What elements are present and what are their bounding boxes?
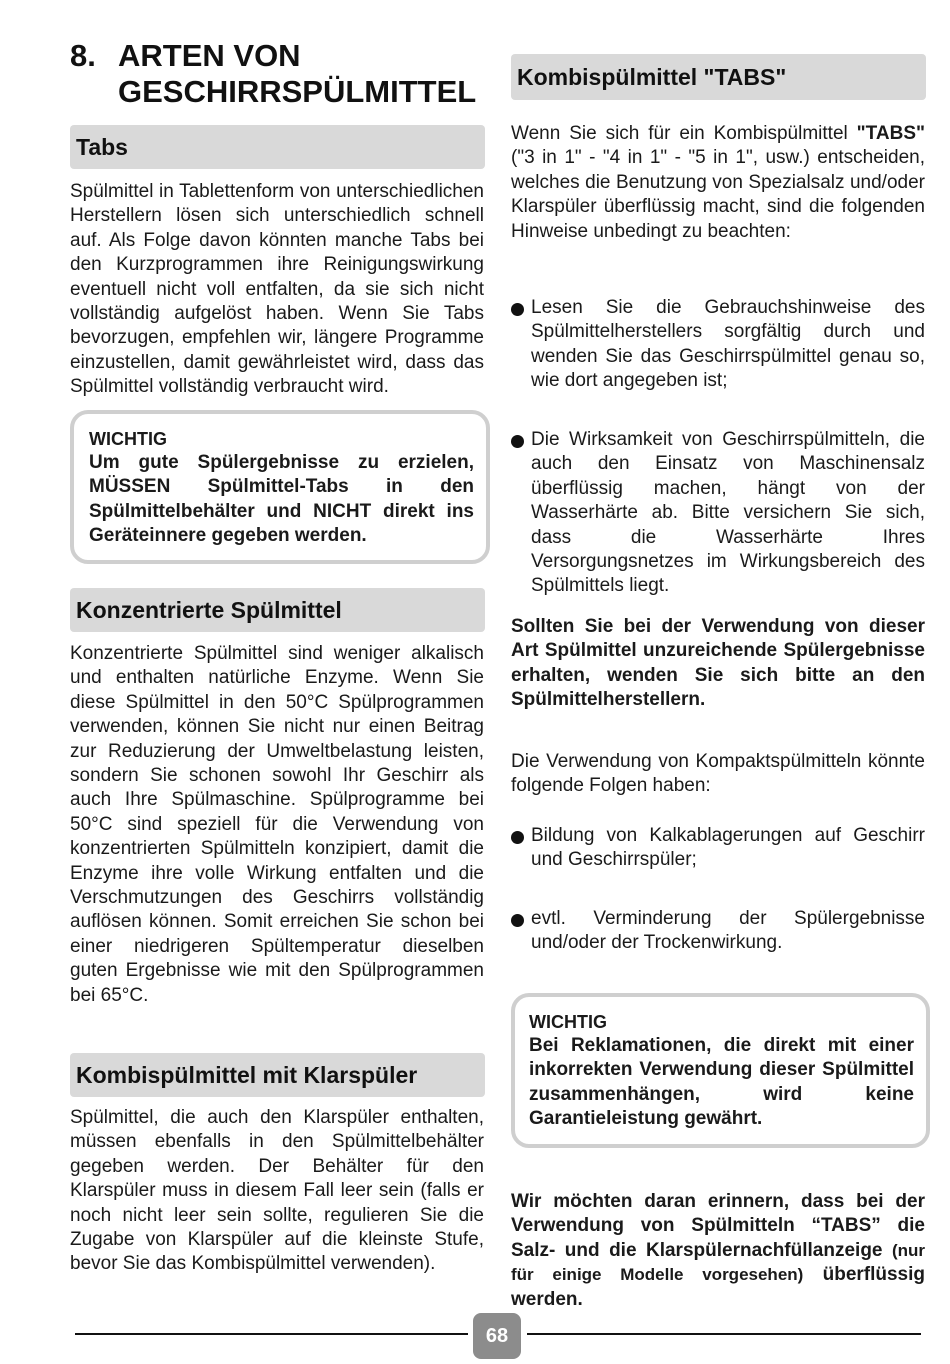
footer-rule-right: [527, 1333, 921, 1335]
bullet-icon: [511, 831, 524, 844]
reminder-end-text: überflüssig werden.: [511, 1264, 926, 1310]
section-heading-combi-tabs: [511, 54, 926, 100]
important-notice-title: WICHTIG: [89, 429, 167, 449]
section-heading-tabs: [70, 125, 485, 169]
important-notice-text: Um gute Spülergebnisse zu erzielen, MÜSSEN Spülmittel-Tabs in den Spülmittelbehälter und NICHT direkt ins Geräteinnere gegeben werden.: [89, 452, 474, 547]
important-notice-text: Bei Reklamationen, die direkt mit einer inkorrekten Verwendung dieser Spülmittel zusammenhängen, wird keine Garantieleistung gewährt.: [529, 1035, 914, 1130]
chapter-heading: ARTEN VON GESCHIRRSPÜLMITTEL: [118, 38, 477, 109]
tabs-paragraph: Spülmittel in Tablettenform von unterschiedlichen Herstellern lösen sich unterschiedlich schnell auf. Als Folge davon könnten manche Tabs bei den Kurzprogrammen ihre Reinigungswirkung eventuell nicht voll entfalten, da sie sich nicht vollständig aufgelöst haben. Wenn Sie Tabs bevorzugen, empfehlen wir, längere Programme einzustellen, damit gewährleistet wird, dass das Spülmittel vollständig verbraucht wird.: [70, 181, 484, 398]
list-item: [511, 296, 925, 394]
section-heading-combi-rinse-text: Kombispülmittel mit Klarspüler: [76, 1061, 418, 1088]
important-notice-title: WICHTIG: [529, 1012, 607, 1032]
section-heading-tabs-text: Tabs: [76, 133, 128, 160]
concentrated-paragraph: Konzentrierte Spülmittel sind weniger alkalisch und enthalten natürliche Enzyme. Wenn Sie diese Spülmittel in den 50°C Spülprogrammen verwenden, können Sie nicht nur einen Beitrag zur Reduzierung der Umweltbelastung leisten, sondern Sie schonen sowohl Ihr Geschirr als auch Ihre Spülmaschine. Spülprogramme bei 50°C sind speziell für die Verwendung von konzentrierten Spülmitteln konzipiert, damit die Enzyme ihre volle Wirkung entfalten und die Verschmutzungen des Geschirrs vollständig auflösen können. Somit erreichen Sie schon bei einer niedrigeren Spültemperatur dieselben guten Ergebnisse wie mit den Spülprogrammen bei 65°C.: [70, 643, 484, 1006]
chapter-number: 8.: [70, 38, 96, 73]
combi-tabs-intro: [511, 122, 925, 244]
list-item-text: Bildung von Kalkablagerungen auf Geschirr und Geschirrspüler;: [531, 825, 925, 871]
compact-intro: Die Verwendung von Kompaktspülmitteln könnte folgende Folgen haben:: [511, 751, 925, 797]
bullet-icon: [511, 435, 524, 448]
combi-rinse-paragraph: Spülmittel, die auch den Klarspüler enthalten, müssen ebenfalls in den Spülmittelbehälter gegeben werden. Der Behälter für den Klarspüler muss in diesem Fall leer sein (falls er noch nicht leer sein sollte, regulieren Sie die Zugabe von Klarspüler auf die kleinste Stufe, bevor Sie das Kombispülmittel verwenden).: [70, 1107, 484, 1275]
combi-tabs-intro-pre: Wenn Sie sich für ein Kombispülmittel: [511, 123, 857, 144]
reminder-normal-text: (nur für einige Modelle vorgesehen): [511, 1240, 926, 1285]
bullet-icon: [511, 914, 524, 927]
list-item: [511, 824, 925, 873]
section-heading-combi-rinse: [70, 1053, 485, 1097]
reminder-bold-text: Wir möchten daran erinnern, dass bei der Verwendung von Spülmitteln “TABS” die Salz- und die Klarspülernachfüllanzeige: [511, 1191, 925, 1261]
section-heading-concentrated-text: Konzentrierte Spülmittel: [76, 596, 342, 623]
combi-tabs-intro-bold: "TABS": [856, 123, 925, 144]
page-number: [473, 1313, 521, 1359]
combi-tabs-bold-note: Sollten Sie bei der Verwendung von dieser Art Spülmittel unzureichende Spülergebnisse erhalten, wenden Sie sich bitte an den Spülmittelherstellern.: [511, 616, 925, 711]
bullet-icon: [511, 303, 524, 316]
list-item: [511, 428, 925, 599]
important-notice-warranty: [511, 993, 930, 1148]
section-heading-combi-tabs-text: Kombispülmittel "TABS": [517, 63, 787, 90]
reminder-paragraph: [511, 1190, 925, 1312]
list-item-text: Lesen Sie die Gebrauchshinweise des Spülmittelherstellers sorgfältig durch und wenden Sie das Geschirrspülmittel genau so, wie dort angegeben ist;: [531, 297, 925, 392]
chapter-title: [70, 38, 490, 110]
list-item-text: evtl. Verminderung der Spülergebnisse und/oder der Trockenwirkung.: [531, 908, 925, 954]
important-notice-tabs: [70, 410, 490, 564]
footer-rule-left: [75, 1333, 468, 1335]
list-item: [511, 907, 925, 956]
combi-tabs-intro-post: ("3 in 1" - "4 in 1" - "5 in 1", usw.) entscheiden, welches die Benutzung von Spezialsalz und/oder Klarspüler überflüssig macht, sind die folgenden Hinweise unbedingt zu beachten:: [511, 147, 925, 242]
section-heading-concentrated: [70, 588, 485, 632]
page-number-text: 68: [485, 1324, 509, 1347]
list-item-text: Die Wirksamkeit von Geschirrspülmitteln, die auch den Einsatz von Maschinensalz überflüssig machen, hängt von der Wasserhärte ab. Bitte versichern Sie sich, dass die Wasserhärte Ihres Versorgungsnetzes im Wirkungsbereich des Spülmittels liegt.: [531, 429, 925, 597]
